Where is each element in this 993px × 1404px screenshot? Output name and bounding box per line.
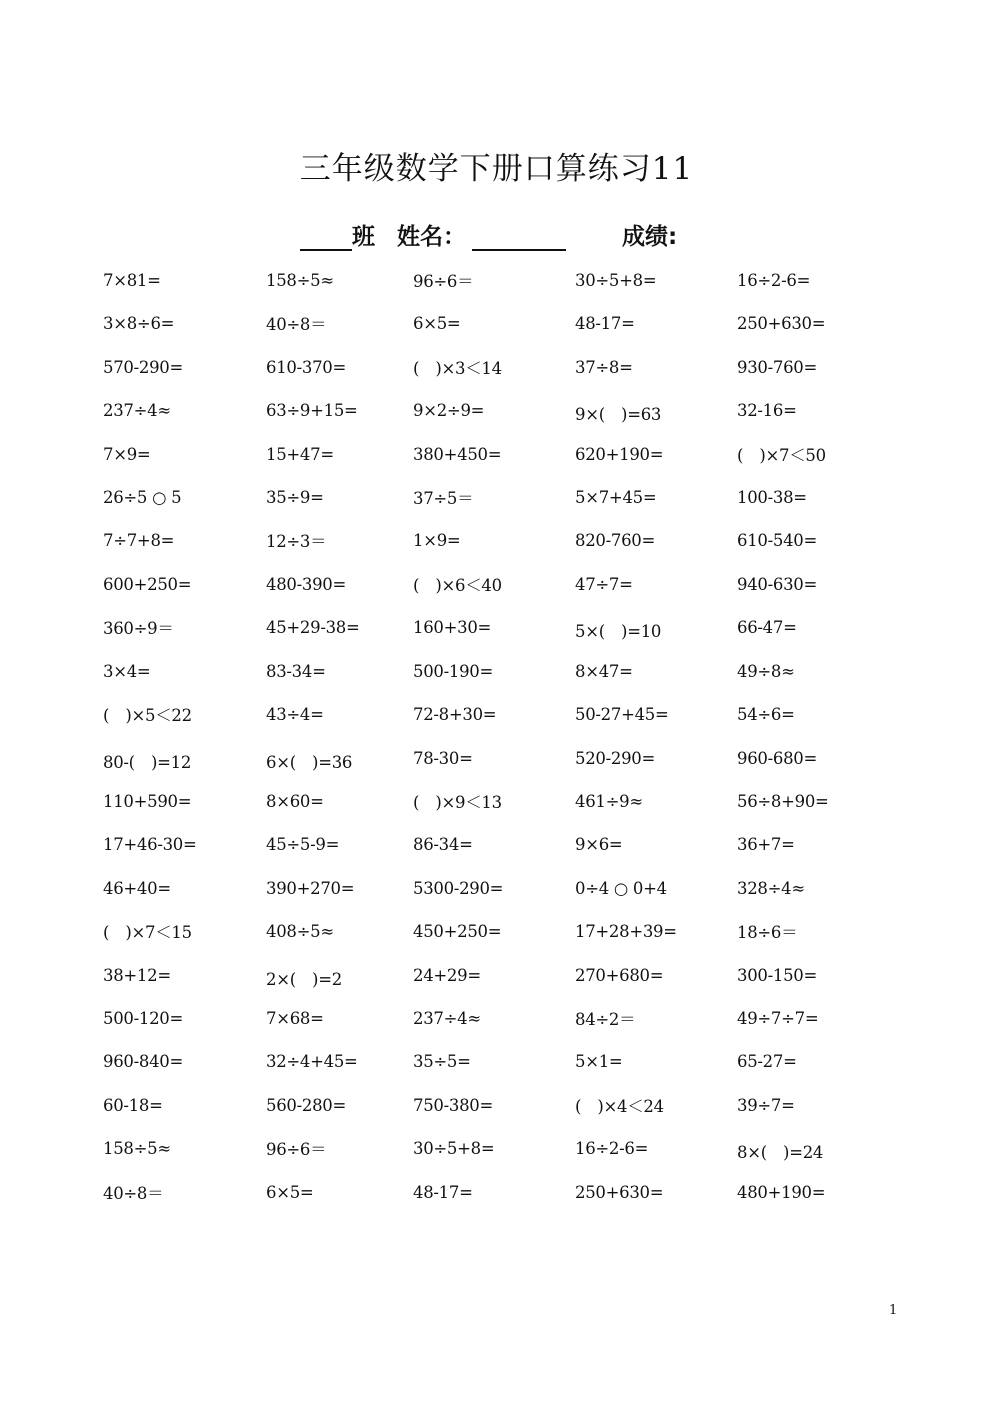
- problem-item: 158÷5≈: [103, 1139, 171, 1158]
- problem-item: ( )×5＜22: [103, 706, 192, 725]
- problem-item: 390+270=: [266, 879, 355, 898]
- problem-item: 84÷2＝: [575, 1010, 636, 1029]
- problem-item: 328÷4≈: [737, 879, 805, 898]
- problem-item: 3×4=: [103, 662, 151, 681]
- problem-item: 250+630=: [575, 1183, 664, 1202]
- problem-item: 46+40=: [103, 879, 171, 898]
- problem-item: 500-190=: [413, 662, 493, 681]
- problem-item: 110+590=: [103, 792, 192, 811]
- problem-item: 250+630=: [737, 314, 826, 333]
- problem-item: 237÷4≈: [103, 401, 171, 420]
- problem-row: [103, 488, 903, 518]
- problem-row: [103, 358, 903, 388]
- problem-item: 35÷9=: [266, 488, 324, 507]
- problem-item: 6×5=: [266, 1183, 314, 1202]
- problem-item: 5300-290=: [413, 879, 504, 898]
- name-label: 姓名：: [397, 224, 467, 250]
- problem-item: 47÷7=: [575, 575, 633, 594]
- problem-item: 450+250=: [413, 922, 502, 941]
- problem-row: [103, 445, 903, 475]
- class-blank[interactable]: [300, 221, 352, 251]
- problem-item: 16÷2-6=: [737, 271, 811, 290]
- problem-item: 66-47=: [737, 618, 797, 637]
- name-blank[interactable]: [472, 221, 566, 251]
- problem-item: 60-18=: [103, 1096, 163, 1115]
- problem-item: 960-680=: [737, 749, 817, 768]
- problem-item: 7÷7+8=: [103, 531, 175, 550]
- problem-row: [103, 705, 903, 735]
- problem-item: 18÷6＝: [737, 923, 798, 942]
- problem-item: 8×60=: [266, 792, 324, 811]
- problem-item: 750-380=: [413, 1096, 493, 1115]
- problem-item: ( )×4＜24: [575, 1097, 664, 1116]
- problem-item: 37÷8=: [575, 358, 633, 377]
- problem-row: [103, 531, 903, 561]
- problem-item: 100-38=: [737, 488, 807, 507]
- student-info-line: [300, 218, 678, 254]
- problem-item: 16÷2-6=: [575, 1139, 649, 1158]
- problem-item: 160+30=: [413, 618, 492, 637]
- problem-item: 480+190=: [737, 1183, 826, 1202]
- problem-row: [103, 792, 903, 822]
- problem-item: 48-17=: [413, 1183, 473, 1202]
- problem-item: 39÷7=: [737, 1096, 795, 1115]
- problem-item: 5×1=: [575, 1052, 623, 1071]
- score-label: 成绩:: [622, 224, 678, 250]
- problem-item: 40÷8＝: [103, 1184, 164, 1203]
- problem-item: 610-370=: [266, 358, 346, 377]
- problem-item: 45÷5-9=: [266, 835, 340, 854]
- problem-item: 300-150=: [737, 966, 817, 985]
- problem-item: 43÷4=: [266, 705, 324, 724]
- problem-row: [103, 835, 903, 865]
- problem-row: [103, 1183, 903, 1213]
- problem-item: 2×( )=2: [266, 970, 342, 989]
- problem-item: 17+28+39=: [575, 922, 677, 941]
- problem-item: 32÷4+45=: [266, 1052, 358, 1071]
- problem-row: [103, 879, 903, 909]
- problem-row: [103, 618, 903, 648]
- problem-item: ( )×6＜40: [413, 576, 502, 595]
- problem-item: 56÷8+90=: [737, 792, 829, 811]
- problem-item: ( )×9＜13: [413, 793, 502, 812]
- page-title: 三年级数学下册口算练习11: [299, 151, 694, 187]
- problem-item: 560-280=: [266, 1096, 346, 1115]
- problem-row: [103, 922, 903, 952]
- problem-item: 3×8÷6=: [103, 314, 175, 333]
- problem-item: 600+250=: [103, 575, 192, 594]
- problem-item: 380+450=: [413, 445, 502, 464]
- problem-row: [103, 966, 903, 996]
- problem-item: 80-( )=12: [103, 753, 192, 772]
- problem-item: 820-760=: [575, 531, 655, 550]
- problem-item: 5×7+45=: [575, 488, 657, 507]
- problem-item: 610-540=: [737, 531, 817, 550]
- problem-item: 237÷4≈: [413, 1009, 481, 1028]
- problem-row: [103, 1139, 903, 1169]
- problem-item: 8×( )=24: [737, 1143, 824, 1162]
- class-label: 班: [352, 224, 375, 250]
- problem-item: 72-8+30=: [413, 705, 497, 724]
- problem-item: 270+680=: [575, 966, 664, 985]
- problem-item: 49÷7÷7=: [737, 1009, 819, 1028]
- problem-item: 0÷4 ○ 0+4: [575, 879, 667, 898]
- problem-row: [103, 1096, 903, 1126]
- problem-item: 6×5=: [413, 314, 461, 333]
- problem-item: 96÷6＝: [413, 272, 474, 291]
- problem-row: [103, 401, 903, 431]
- problem-item: 63÷9+15=: [266, 401, 358, 420]
- problem-item: ( )×3＜14: [413, 359, 502, 378]
- problem-item: 78-30=: [413, 749, 473, 768]
- problem-item: 7×68=: [266, 1009, 324, 1028]
- problem-row: [103, 314, 903, 344]
- problem-item: 500-120=: [103, 1009, 183, 1028]
- problem-item: 50-27+45=: [575, 705, 669, 724]
- problem-item: 65-27=: [737, 1052, 797, 1071]
- problem-item: 30÷5+8=: [575, 271, 657, 290]
- problem-row: [103, 271, 903, 301]
- problem-item: 930-760=: [737, 358, 817, 377]
- problem-item: 15+47=: [266, 445, 334, 464]
- problem-item: 408÷5≈: [266, 922, 334, 941]
- problem-item: 620+190=: [575, 445, 664, 464]
- problem-item: 38+12=: [103, 966, 171, 985]
- problem-item: 6×( )=36: [266, 753, 353, 772]
- problem-item: 461÷9≈: [575, 792, 643, 811]
- problem-item: 520-290=: [575, 749, 655, 768]
- problem-item: 54÷6=: [737, 705, 795, 724]
- problem-item: 17+46-30=: [103, 835, 197, 854]
- problem-item: 158÷5≈: [266, 271, 334, 290]
- problem-item: 96÷6＝: [266, 1140, 327, 1159]
- problem-item: 37÷5＝: [413, 489, 474, 508]
- problem-row: [103, 1009, 903, 1039]
- problem-item: 8×47=: [575, 662, 633, 681]
- problem-item: 7×81=: [103, 271, 161, 290]
- problem-item: 9×6=: [575, 835, 623, 854]
- problem-row: [103, 1052, 903, 1082]
- problem-item: 48-17=: [575, 314, 635, 333]
- problem-item: 36+7=: [737, 835, 795, 854]
- problem-row: [103, 749, 903, 779]
- problem-item: 9×( )=63: [575, 405, 662, 424]
- problem-item: 7×9=: [103, 445, 151, 464]
- problem-item: 940-630=: [737, 575, 817, 594]
- problem-item: 12÷3＝: [266, 532, 327, 551]
- problem-item: ( )×7＜50: [737, 446, 826, 465]
- problem-item: 40÷8＝: [266, 315, 327, 334]
- problem-item: 24+29=: [413, 966, 481, 985]
- problem-item: 9×2÷9=: [413, 401, 485, 420]
- problem-item: 570-290=: [103, 358, 183, 377]
- problem-item: 960-840=: [103, 1052, 183, 1071]
- problem-item: 83-34=: [266, 662, 326, 681]
- problem-item: 360÷9＝: [103, 619, 174, 638]
- problem-item: 5×( )=10: [575, 622, 662, 641]
- page-number: 1: [889, 1303, 898, 1318]
- problem-item: 32-16=: [737, 401, 797, 420]
- problem-item: 1×9=: [413, 531, 461, 550]
- problem-item: 49÷8≈: [737, 662, 795, 681]
- problem-item: 480-390=: [266, 575, 346, 594]
- problem-item: 30÷5+8=: [413, 1139, 495, 1158]
- problem-item: 45+29-38=: [266, 618, 360, 637]
- problem-item: 35÷5=: [413, 1052, 471, 1071]
- problem-item: ( )×7＜15: [103, 923, 192, 942]
- problem-item: 26÷5 ○ 5: [103, 488, 182, 507]
- problem-row: [103, 575, 903, 605]
- problem-row: [103, 662, 903, 692]
- problem-item: 86-34=: [413, 835, 473, 854]
